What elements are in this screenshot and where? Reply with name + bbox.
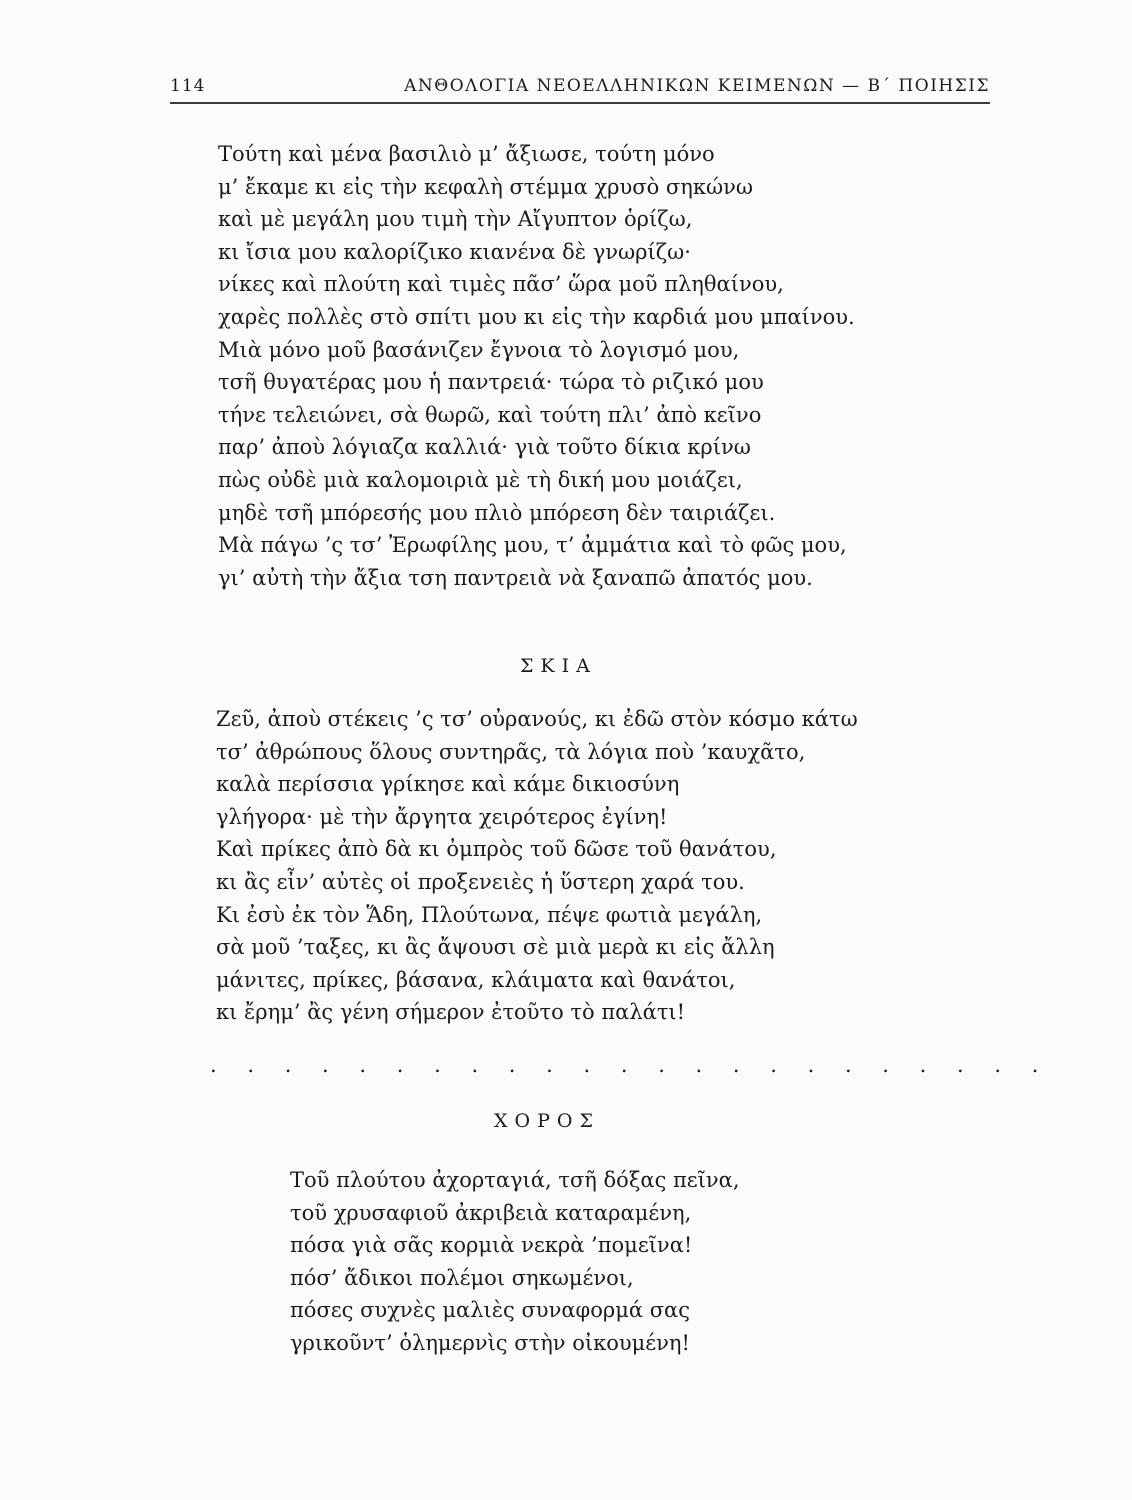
verse-line: τοῦ χρυσαφιοῦ ἀκριβειὰ καταραμένη,	[290, 1200, 692, 1225]
verse-line: μ’ ἔκαμε κι εἰς τὴν κεφαλὴ στέμμα χρυσὸ σηκώνω	[218, 174, 753, 199]
verse-line: πόσ’ ἄδικοι πολέμοι σηκωμένοι,	[290, 1265, 634, 1290]
verse-line: μάνιτες, πρίκες, βάσανα, κλάιματα καὶ θανάτοι,	[216, 967, 736, 992]
running-head-title: ΑΝΘΟΛΟΓΙΑ ΝΕΟΕΛΛΗΝΙΚΩΝ ΚΕΙΜΕΝΩΝ — Β΄ ΠΟΙΗΣΙΣ	[404, 76, 990, 96]
verse-line: Ζεῦ, ἀποὺ στέκεις ’ς τσ’ οὐρανούς, κι ἐδῶ στὸν κόσμο κάτω	[216, 707, 858, 731]
section-title-choros: ΧΟΡΟΣ	[494, 1110, 600, 1132]
stanza-erofili-king	[218, 138, 855, 594]
verse-line: Καὶ πρίκες ἀπὸ δὰ κι ὀμπρὸς τοῦ δῶσε τοῦ θανάτου,	[216, 837, 777, 862]
running-header	[170, 72, 990, 104]
verse-line: τσῆ θυγατέρας μου ἡ παντρειά· τώρα τὸ ριζικό μου	[218, 370, 764, 395]
verse-line: χαρὲς πολλὲς στὸ σπίτι μου κι εἰς τὴν καρδιά μου μπαίνου.	[218, 304, 855, 329]
verse-line: κι ἂς εἶν’ αὐτὲς οἱ προξενειὲς ἡ ὕστερη χαρά του.	[216, 869, 745, 894]
verse-line: γι’ αὐτὴ τὴν ἄξια τση παντρειὰ νὰ ξαναπῶ ἀπατός μου.	[218, 565, 813, 590]
verse-line: Μιὰ μόνο μοῦ βασάνιζεν ἔγνοια τὸ λογισμό μου,	[218, 337, 740, 362]
stanza-choros	[290, 1164, 740, 1360]
verse-line: γρικοῦντ’ ὁλημερνὶς στὴν οἰκουμένη!	[290, 1330, 690, 1355]
verse-line: καὶ μὲ μεγάλη μου τιμὴ τὴν Αἴγυπτον ὁρίζω,	[218, 207, 693, 232]
verse-line: τήνε τελειώνει, σὰ θωρῶ, καὶ τούτη πλι’ ἀπὸ κεῖνο	[218, 402, 762, 427]
verse-line: κι ἴσια μου καλορίζικο κιανένα δὲ γνωρίζω·	[218, 239, 691, 264]
verse-line: Τούτη καὶ μένα βασιλιὸ μ’ ἄξιωσε, τούτη μόνο	[218, 142, 715, 166]
page-number: 114	[170, 76, 206, 96]
verse-line: πόσες συχνὲς μαλιὲς συναφορμά σας	[290, 1298, 690, 1323]
verse-line: πὼς οὐδὲ μιὰ καλομοιριὰ μὲ τὴ δική μου μοιάζει,	[218, 467, 743, 492]
verse-line: Τοῦ πλούτου ἀχορταγιά, τσῆ δόξας πεῖνα,	[290, 1168, 740, 1192]
section-title-skia: ΣΚΙΑ	[520, 655, 597, 677]
verse-line: Μὰ πάγω ’ς τσ’ Ἐρωφίλης μου, τ’ ἀμμάτια καὶ τὸ φῶς μου,	[218, 533, 847, 558]
verse-line: παρ’ ἀποὺ λόγιαζα καλλιά· γιὰ τοῦτο δίκια κρίνω	[218, 435, 751, 460]
verse-line: μηδὲ τσῆ μπόρεσής μου πλιὸ μπόρεση δὲν ταιριάζει.	[218, 500, 776, 525]
verse-line: πόσα γιὰ σᾶς κορμιὰ νεκρὰ ’πομεῖνα!	[290, 1233, 693, 1258]
verse-line: γλήγορα· μὲ τὴν ἄργητα χειρότερος ἐγίνη!	[216, 804, 668, 829]
ellipsis-divider: . . . . . . . . . . . . . . . . . . . . . . .	[210, 1053, 1051, 1077]
verse-line: καλὰ περίσσια γρίκησε καὶ κάμε δικιοσύνη	[216, 772, 680, 797]
stanza-skia	[216, 703, 858, 1029]
verse-line: τσ’ ἀθρώπους ὅλους συντηρᾶς, τὰ λόγια ποὺ ’καυχᾶτο,	[216, 739, 806, 764]
verse-line: σὰ μοῦ ’ταξες, κι ἂς ἄψουσι σὲ μιὰ μερὰ κι εἰς ἄλλη	[216, 935, 775, 960]
verse-line: νίκες καὶ πλούτη καὶ τιμὲς πᾶσ’ ὥρα μοῦ πληθαίνου,	[218, 272, 784, 297]
verse-line: κι ἔρημ’ ἂς γένη σήμερον ἐτοῦτο τὸ παλάτι!	[216, 1000, 686, 1025]
verse-line: Κι ἐσὺ ἐκ τὸν Ἅδη, Πλούτωνα, πέψε φωτιὰ μεγάλη,	[216, 902, 763, 927]
